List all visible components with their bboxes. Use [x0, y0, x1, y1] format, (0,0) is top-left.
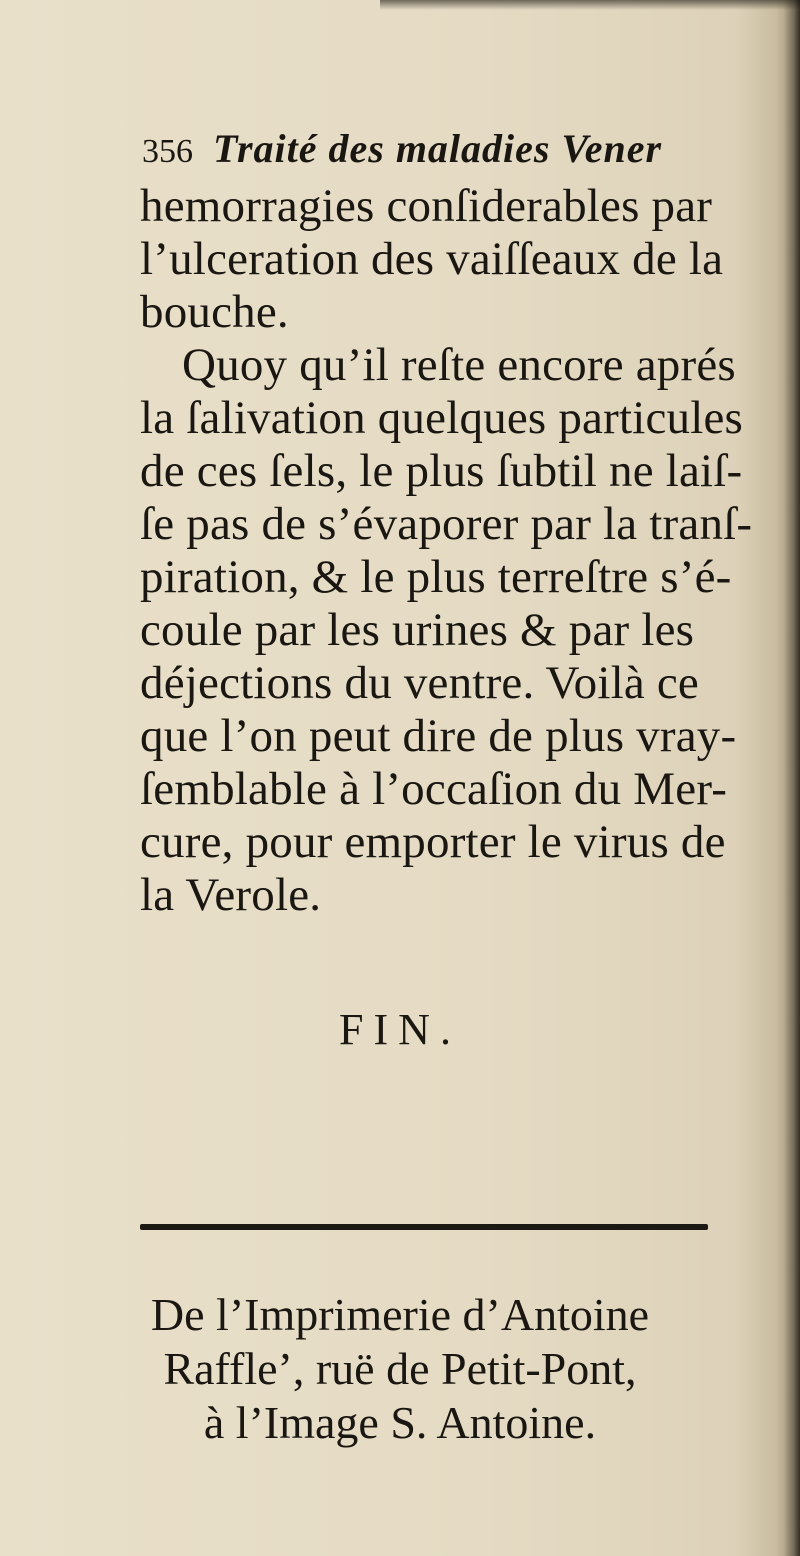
text-line: de ces ſels, le plus ſubtil ne laiſ- [140, 445, 743, 497]
body-paragraphs [140, 180, 780, 922]
text-line: cure, pour emporter le virus de [140, 816, 726, 868]
imprint-line: à l’Image S. Antoine. [203, 1397, 597, 1448]
page-top-shadow [380, 0, 800, 10]
running-title: Traité des maladies Vener [213, 126, 663, 171]
imprint-line: De l’Imprimerie d’Antoine [150, 1289, 650, 1340]
text-line: la ſalivation quelques particules [140, 392, 744, 444]
text-line: la Verole. [140, 869, 322, 921]
text-line: hemorragies conſiderables par [140, 180, 713, 232]
page-number: 356 [142, 133, 193, 170]
text-line: l’ulceration des vaiſſeaux de la [140, 233, 724, 285]
text-line: ſemblable à l’occaſion du Mer- [140, 763, 728, 815]
horizontal-rule [140, 1224, 708, 1230]
text-line: ſe pas de s’évaporer par la tranſ- [140, 498, 753, 550]
text-line: bouche. [140, 286, 289, 338]
fin-marker: FIN. [339, 1005, 461, 1054]
text-line: que l’on peut dire de plus vray- [140, 710, 737, 762]
text-line: piration, & le plus terreſtre s’é- [140, 551, 732, 603]
text-line: Quoy qu’il reſte encore aprés [182, 339, 736, 391]
imprint-line: Raffle’, ruë de Petit-Pont, [163, 1343, 637, 1394]
running-header [142, 126, 782, 175]
text-line: coule par les urines & par les [140, 604, 695, 656]
printer-imprint [0, 1288, 800, 1450]
text-line: déjections du ventre. Voilà ce [140, 657, 699, 709]
